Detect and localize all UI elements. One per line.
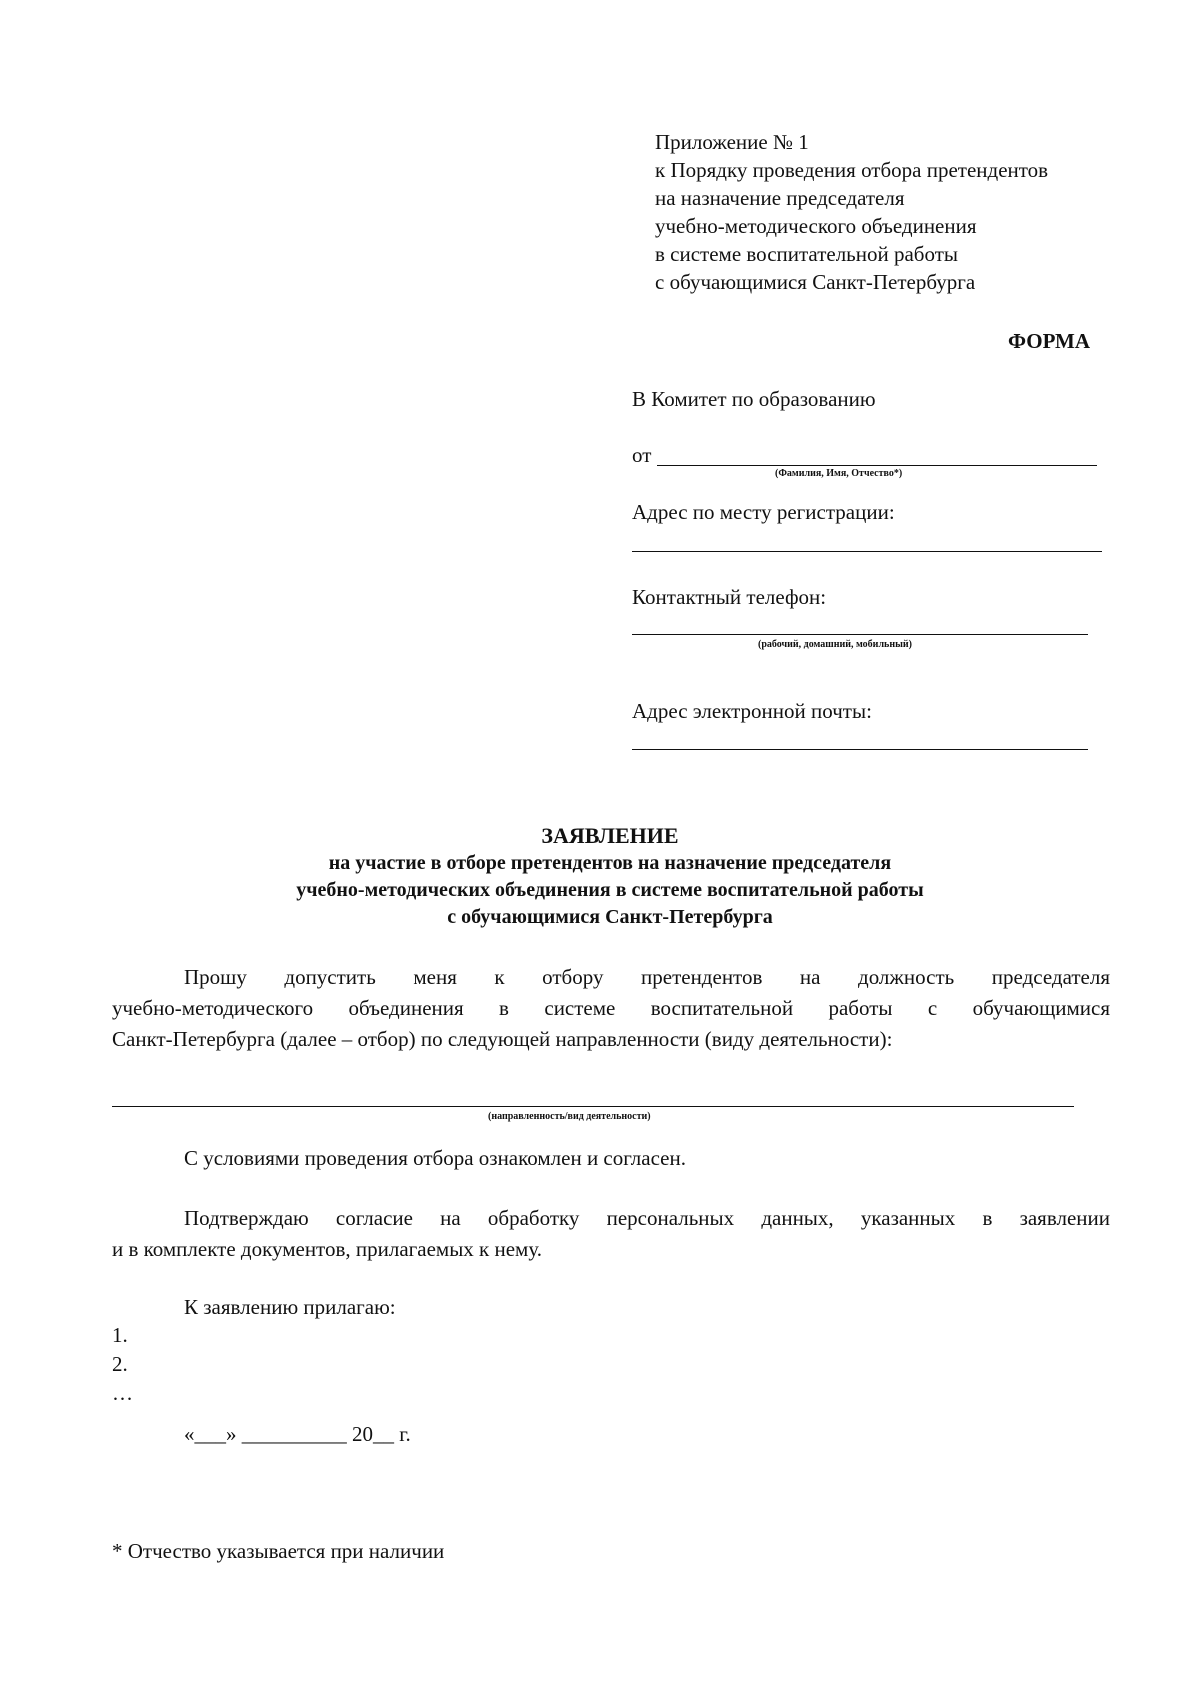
appendix-line: в системе воспитательной работы (655, 242, 959, 266)
email-field[interactable] (632, 749, 1088, 750)
phone-caption: (рабочий, домашний, мобильный) (758, 639, 913, 650)
title-sub-line: учебно-методических объединения в системе воспитательной работы (296, 879, 924, 901)
consent-line: Подтверждаю согласие на обработку персональных данных, указанных в заявлении (184, 1206, 1110, 1230)
list-item: … (112, 1381, 133, 1405)
appendix-block (655, 128, 1048, 296)
appendix-line: Приложение № 1 (655, 130, 809, 154)
request-line: Прошу допустить меня к отбору претендентов на должность председателя (184, 965, 1110, 989)
address-field[interactable] (632, 551, 1102, 552)
from-caption: (Фамилия, Имя, Отчество*) (775, 468, 903, 479)
agree-statement: С условиями проведения отбора ознакомлен и согласен. (184, 1146, 686, 1170)
phone-label: Контактный телефон: (632, 585, 827, 609)
title-main: ЗАЯВЛЕНИЕ (541, 823, 679, 848)
list-item: 1. (112, 1323, 128, 1347)
address-label: Адрес по месту регистрации: (632, 500, 895, 524)
appendix-line: учебно-методического объединения (655, 214, 977, 238)
recipient: В Комитет по образованию (632, 387, 876, 411)
request-line: учебно-методического объединения в системе воспитательной работы с обучающимися (112, 996, 1110, 1020)
consent-paragraph (112, 1203, 1110, 1265)
appendix-line: с обучающимися Санкт-Петербурга (655, 270, 976, 294)
from-name-field[interactable] (657, 465, 1097, 466)
form-label: ФОРМА (1008, 329, 1091, 353)
date-line[interactable]: «___» __________ 20__ г. (184, 1422, 411, 1446)
attach-label: К заявлению прилагаю: (184, 1295, 396, 1319)
request-paragraph (112, 962, 1110, 1055)
appendix-line: на назначение председателя (655, 186, 905, 210)
from-label: от (632, 443, 652, 467)
appendix-line: к Порядку проведения отбора претендентов (655, 158, 1049, 182)
email-label: Адрес электронной почты: (632, 699, 872, 723)
title-sub-line: на участие в отборе претендентов на назначение председателя (328, 852, 892, 874)
list-item: 2. (112, 1352, 128, 1376)
footnote: * Отчество указывается при наличии (112, 1539, 445, 1563)
document-title (0, 822, 1200, 931)
phone-field[interactable] (632, 634, 1088, 635)
direction-field[interactable] (112, 1106, 1074, 1107)
consent-line: и в комплекте документов, прилагаемых к нему. (112, 1237, 542, 1261)
direction-caption: (направленность/вид деятельности) (488, 1111, 651, 1122)
title-sub-line: с обучающимися Санкт-Петербурга (447, 906, 773, 928)
attachments-list (112, 1321, 133, 1408)
request-line: Санкт-Петербурга (далее – отбор) по следующей направленности (виду деятельности): (112, 1027, 893, 1051)
